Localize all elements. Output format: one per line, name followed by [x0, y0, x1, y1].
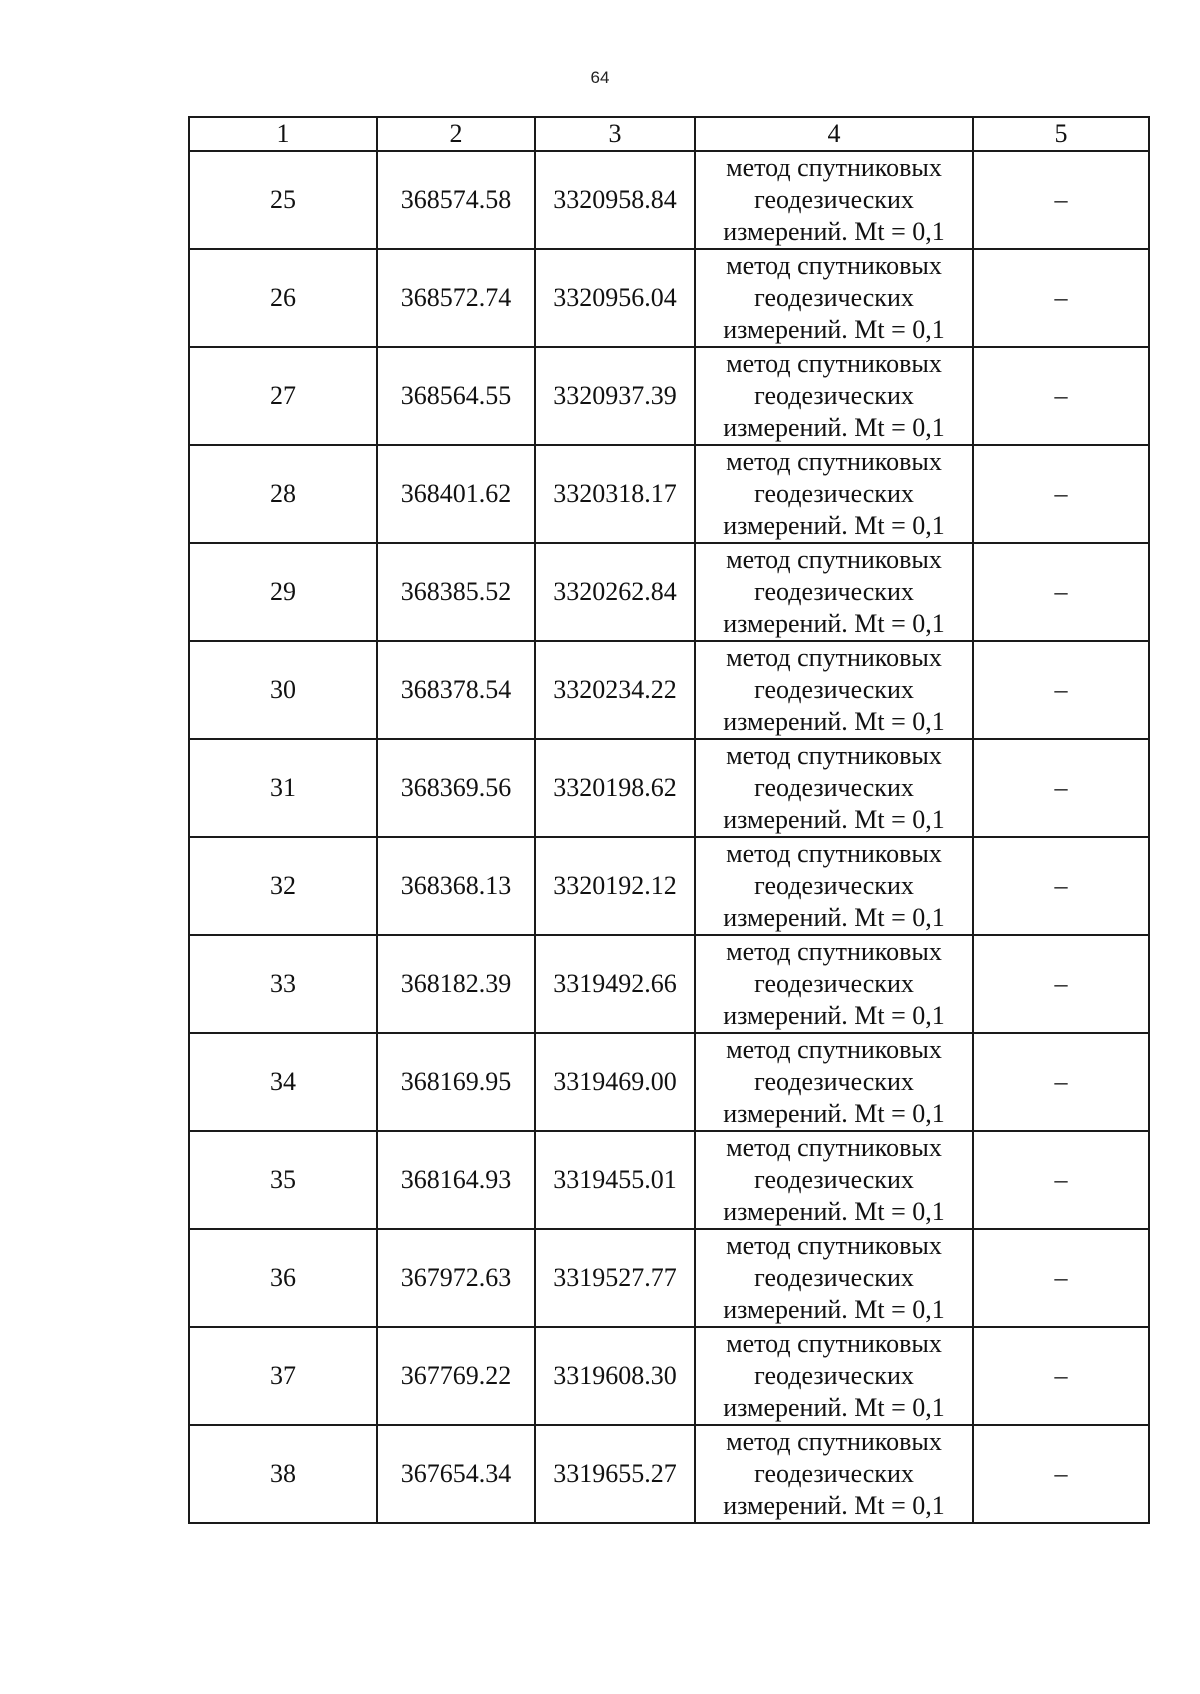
- note-cell: –: [973, 1327, 1149, 1425]
- table-row: [189, 1327, 1149, 1425]
- point-number-cell: 31: [189, 739, 377, 837]
- note-cell: –: [973, 935, 1149, 1033]
- table-header: [189, 117, 1149, 151]
- method-cell: метод спутниковых геодезических измерений. Mt = 0,1: [695, 1425, 973, 1523]
- table-row: [189, 1229, 1149, 1327]
- point-number-cell: 34: [189, 1033, 377, 1131]
- table-row: [189, 1131, 1149, 1229]
- table-row: [189, 935, 1149, 1033]
- table-row: [189, 739, 1149, 837]
- x-coordinate-cell: 368401.62: [377, 445, 535, 543]
- point-number-cell: 30: [189, 641, 377, 739]
- method-cell: метод спутниковых геодезических измерений. Mt = 0,1: [695, 1229, 973, 1327]
- y-coordinate-cell: 3319492.66: [535, 935, 695, 1033]
- table-row: [189, 543, 1149, 641]
- x-coordinate-cell: 367654.34: [377, 1425, 535, 1523]
- y-coordinate-cell: 3320958.84: [535, 151, 695, 249]
- note-cell: –: [973, 445, 1149, 543]
- method-cell: метод спутниковых геодезических измерений. Mt = 0,1: [695, 935, 973, 1033]
- note-cell: –: [973, 739, 1149, 837]
- x-coordinate-cell: 368574.58: [377, 151, 535, 249]
- method-cell: метод спутниковых геодезических измерений. Mt = 0,1: [695, 543, 973, 641]
- table-row: [189, 249, 1149, 347]
- x-coordinate-cell: 367769.22: [377, 1327, 535, 1425]
- y-coordinate-cell: 3320198.62: [535, 739, 695, 837]
- x-coordinate-cell: 368369.56: [377, 739, 535, 837]
- x-coordinate-cell: 368164.93: [377, 1131, 535, 1229]
- note-cell: –: [973, 1131, 1149, 1229]
- note-cell: –: [973, 347, 1149, 445]
- y-coordinate-cell: 3320937.39: [535, 347, 695, 445]
- x-coordinate-cell: 368385.52: [377, 543, 535, 641]
- x-coordinate-cell: 368169.95: [377, 1033, 535, 1131]
- y-coordinate-cell: 3319655.27: [535, 1425, 695, 1523]
- x-coordinate-cell: 367972.63: [377, 1229, 535, 1327]
- point-number-cell: 32: [189, 837, 377, 935]
- note-cell: –: [973, 1033, 1149, 1131]
- y-coordinate-cell: 3320262.84: [535, 543, 695, 641]
- point-number-cell: 36: [189, 1229, 377, 1327]
- method-cell: метод спутниковых геодезических измерений. Mt = 0,1: [695, 151, 973, 249]
- table-row: [189, 1033, 1149, 1131]
- point-number-cell: 33: [189, 935, 377, 1033]
- table-body: [189, 151, 1149, 1523]
- x-coordinate-cell: 368368.13: [377, 837, 535, 935]
- header-cell: 2: [377, 117, 535, 151]
- note-cell: –: [973, 249, 1149, 347]
- point-number-cell: 26: [189, 249, 377, 347]
- note-cell: –: [973, 837, 1149, 935]
- header-cell: 1: [189, 117, 377, 151]
- point-number-cell: 38: [189, 1425, 377, 1523]
- method-cell: метод спутниковых геодезических измерений. Mt = 0,1: [695, 249, 973, 347]
- table-row: [189, 837, 1149, 935]
- table-row: [189, 445, 1149, 543]
- x-coordinate-cell: 368572.74: [377, 249, 535, 347]
- table-row: [189, 347, 1149, 445]
- table-row: [189, 641, 1149, 739]
- note-cell: –: [973, 1229, 1149, 1327]
- header-cell: 3: [535, 117, 695, 151]
- y-coordinate-cell: 3320956.04: [535, 249, 695, 347]
- method-cell: метод спутниковых геодезических измерений. Mt = 0,1: [695, 837, 973, 935]
- point-number-cell: 27: [189, 347, 377, 445]
- point-number-cell: 29: [189, 543, 377, 641]
- note-cell: –: [973, 1425, 1149, 1523]
- method-cell: метод спутниковых геодезических измерений. Mt = 0,1: [695, 445, 973, 543]
- note-cell: –: [973, 641, 1149, 739]
- y-coordinate-cell: 3319527.77: [535, 1229, 695, 1327]
- header-cell: 5: [973, 117, 1149, 151]
- method-cell: метод спутниковых геодезических измерений. Mt = 0,1: [695, 1327, 973, 1425]
- method-cell: метод спутниковых геодезических измерений. Mt = 0,1: [695, 641, 973, 739]
- x-coordinate-cell: 368182.39: [377, 935, 535, 1033]
- table-row: [189, 1425, 1149, 1523]
- x-coordinate-cell: 368378.54: [377, 641, 535, 739]
- y-coordinate-cell: 3319608.30: [535, 1327, 695, 1425]
- point-number-cell: 35: [189, 1131, 377, 1229]
- method-cell: метод спутниковых геодезических измерений. Mt = 0,1: [695, 1131, 973, 1229]
- note-cell: –: [973, 151, 1149, 249]
- table-row: [189, 151, 1149, 249]
- x-coordinate-cell: 368564.55: [377, 347, 535, 445]
- coordinates-table: [188, 116, 1150, 1524]
- point-number-cell: 28: [189, 445, 377, 543]
- point-number-cell: 25: [189, 151, 377, 249]
- y-coordinate-cell: 3320192.12: [535, 837, 695, 935]
- page-number: 64: [590, 68, 610, 87]
- y-coordinate-cell: 3320234.22: [535, 641, 695, 739]
- header-row: [189, 117, 1149, 151]
- point-number-cell: 37: [189, 1327, 377, 1425]
- method-cell: метод спутниковых геодезических измерений. Mt = 0,1: [695, 739, 973, 837]
- method-cell: метод спутниковых геодезических измерений. Mt = 0,1: [695, 347, 973, 445]
- method-cell: метод спутниковых геодезических измерений. Mt = 0,1: [695, 1033, 973, 1131]
- y-coordinate-cell: 3320318.17: [535, 445, 695, 543]
- y-coordinate-cell: 3319455.01: [535, 1131, 695, 1229]
- y-coordinate-cell: 3319469.00: [535, 1033, 695, 1131]
- header-cell: 4: [695, 117, 973, 151]
- note-cell: –: [973, 543, 1149, 641]
